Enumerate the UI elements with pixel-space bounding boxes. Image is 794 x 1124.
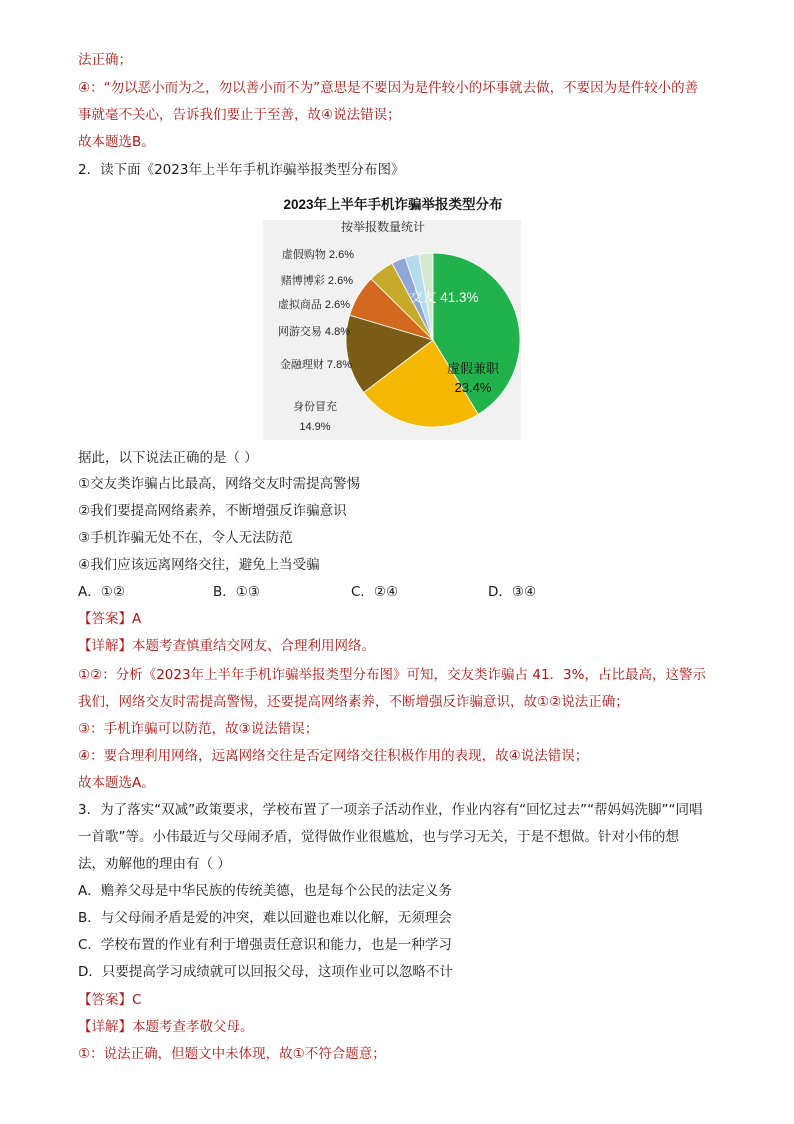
slice-label-5: 网游交易 4.8% [277, 326, 350, 338]
answer-3 [78, 990, 141, 1010]
slice-label-8: 虚假购物 2.6% [281, 249, 354, 261]
answer-value: C [132, 992, 142, 1008]
answer-continuation-line: 法正确； [78, 52, 132, 68]
option-d: D．只要提高学习成绩就可以回报父母，这项作业可以忽略不计 [78, 964, 453, 980]
slice-value-label-3: 14.9% [299, 421, 331, 433]
explanation-line: 事就毫不关心，告诉我们要止于至善，故④说法错误； [78, 107, 401, 123]
detail-text: 本题考查慎重结交网友、合理利用网络。 [132, 638, 375, 654]
pie-chart-svg [257, 190, 521, 440]
detail-tag: 【详解】 [78, 638, 132, 654]
slice-label-7: 赌博博彩 2.6% [280, 275, 353, 287]
option-a: A．①② [78, 584, 125, 600]
slice-label-1: 交友 41.3% [409, 290, 479, 305]
detail-2 [78, 636, 375, 656]
question-2-stem: 2．读下面《2023年上半年手机诈骗举报类型分布图》 [78, 162, 405, 178]
fraud-pie-chart [257, 190, 521, 440]
explanation-line: ①②：分析《2023年上半年手机诈骗举报类型分布图》可知，交友类诈骗占 41．3%，占比最高，这警示 [78, 667, 706, 683]
option-b: B．与父母闹矛盾是爱的冲突，难以回避也难以化解，无须理会 [78, 910, 452, 926]
statement-2: ②我们要提高网络素养，不断增强反诈骗意识 [78, 503, 347, 519]
chart-subtitle: 按举报数量统计 [340, 220, 426, 234]
statement-3: ③手机诈骗无处不在，令人无法防范 [78, 530, 293, 546]
question-3-stem: 法，劝解他的理由有（ ） [78, 856, 231, 872]
conclusion-line: 故本题选B。 [78, 134, 155, 150]
option-a: A．赡养父母是中华民族的传统美德，也是每个公民的法定义务 [78, 883, 452, 899]
explanation-line: 我们，网络交友时需提高警惕，还要提高网络素养，不断增强反诈骗意识，故①②说法正确； [78, 694, 629, 710]
detail-tag: 【详解】 [78, 1019, 132, 1035]
slice-label-2: 虚假兼职 [446, 361, 500, 376]
option-c: C．②④ [351, 584, 399, 600]
explanation-line: ③：手机诈骗可以防范，故③说法错误； [78, 721, 319, 737]
chart-title: 2023年上半年手机诈骗举报类型分布 [283, 197, 503, 212]
question-3-stem: 一首歌”等。小伟最近与父母闹矛盾，觉得做作业很尴尬，也与学习无关，于是不想做。针对小伟的想 [78, 829, 679, 845]
question-2-prompt: 据此，以下说法正确的是（ ） [78, 450, 258, 466]
slice-label-3: 身份冒充 [293, 401, 337, 413]
option-c: C．学校布置的作业有利于增强责任意识和能力，也是一种学习 [78, 937, 452, 953]
slice-label-4: 金融理财 7.8% [279, 359, 352, 371]
slice-value-label-2: 23.4% [454, 380, 492, 395]
statement-4: ④我们应该远离网络交往，避免上当受骗 [78, 557, 320, 573]
option-b: B．①③ [213, 584, 260, 600]
option-d: D．③④ [488, 584, 537, 600]
explanation-line: ④：要合理利用网络，远离网络交往是否定网络交往积极作用的表现，故④说法错误； [78, 748, 589, 764]
answer-tag: 【答案】 [78, 992, 132, 1008]
question-3-stem: 3．为了落实“双减”政策要求，学校布置了一项亲子活动作业，作业内容有“回忆过去”“帮妈妈洗脚”“同唱 [78, 802, 703, 818]
explanation-line: ①：说法正确，但题文中未体现，故①不符合题意； [78, 1046, 386, 1062]
detail-3 [78, 1017, 254, 1037]
detail-text: 本题考查孝敬父母。 [132, 1019, 254, 1035]
answer-2 [78, 609, 141, 629]
explanation-line: ④：“勿以恶小而为之，勿以善小而不为”意思是不要因为是件较小的坏事就去做，不要因为是件较小的善 [78, 80, 699, 96]
conclusion-line: 故本题选A。 [78, 775, 155, 791]
answer-value: A [132, 611, 142, 627]
answer-tag: 【答案】 [78, 611, 132, 627]
slice-label-6: 虚拟商品 2.6% [277, 299, 350, 311]
statement-1: ①交友类诈骗占比最高，网络交友时需提高警惕 [78, 476, 361, 492]
